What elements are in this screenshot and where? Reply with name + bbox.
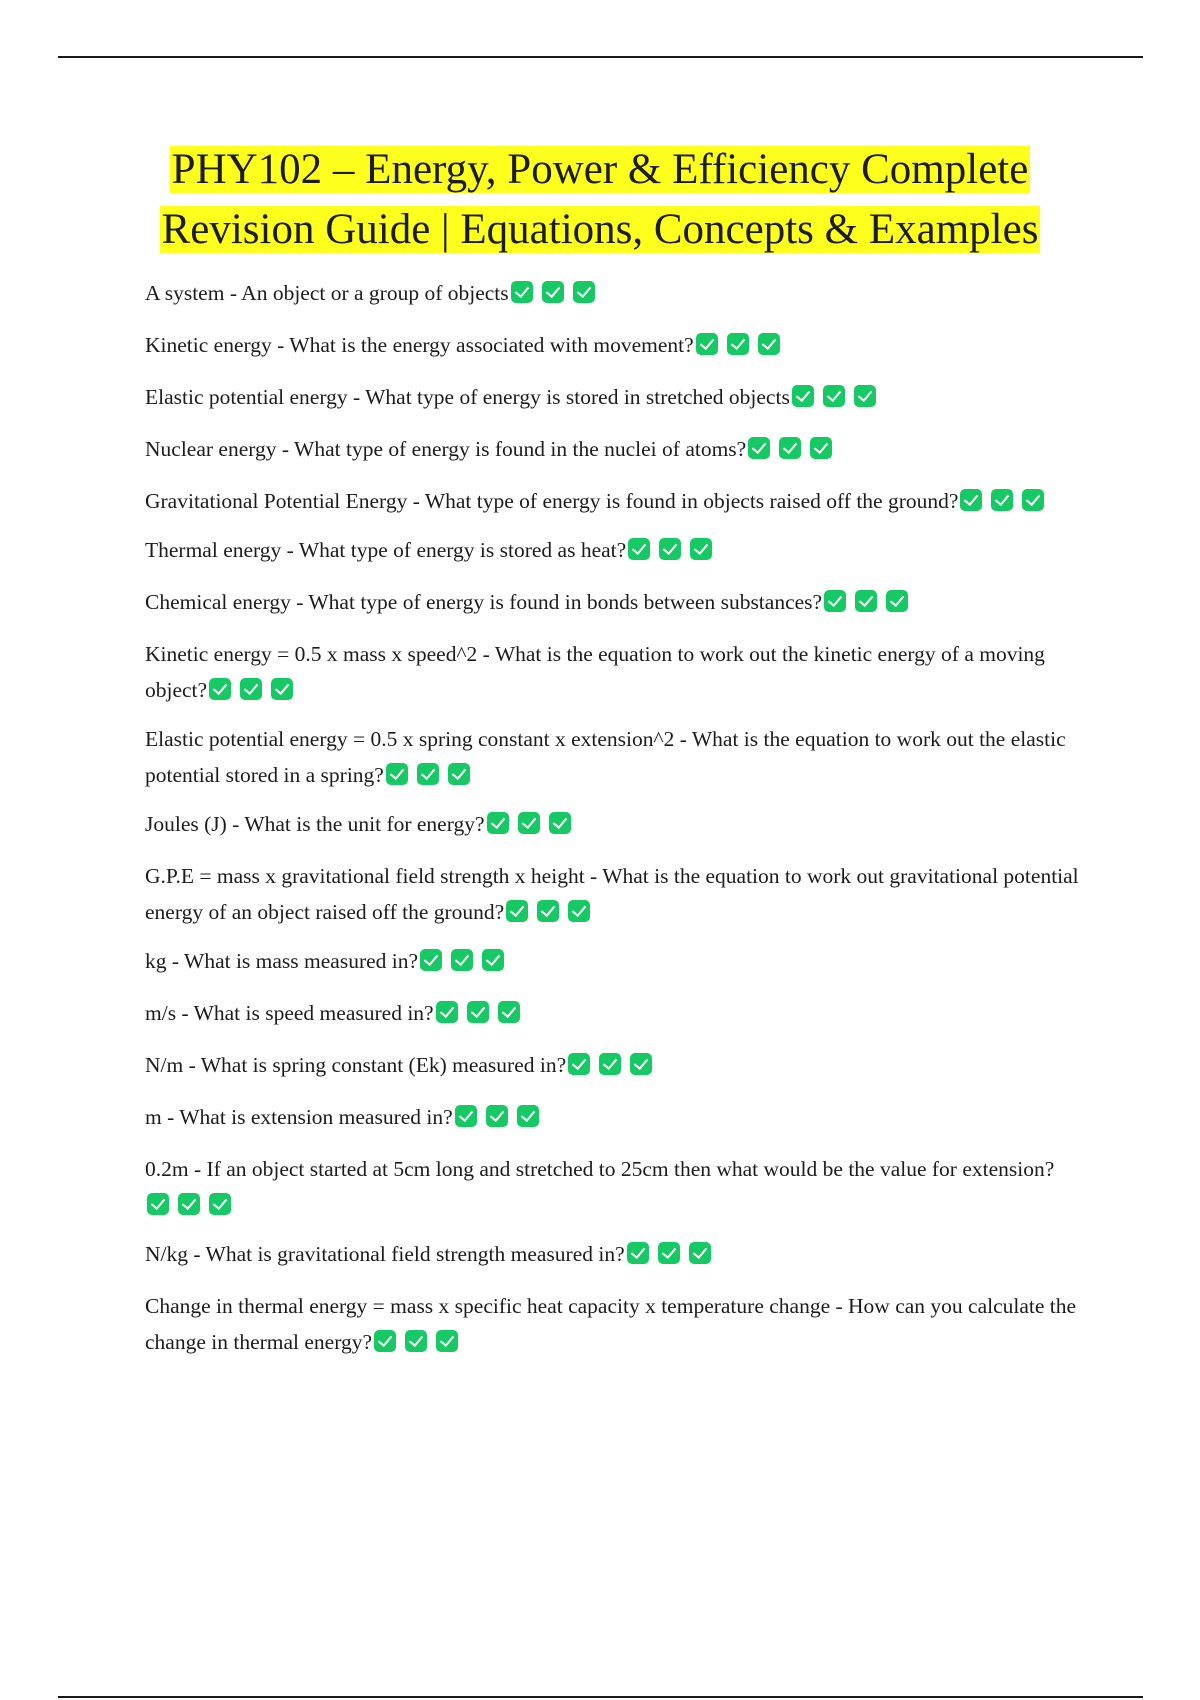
- check-icon: [779, 437, 801, 459]
- check-icon: [147, 1193, 169, 1215]
- qa-text: Change in thermal energy = mass x specific heat capacity x temperature change - How can you calculate the change in thermal energy?: [145, 1294, 1077, 1354]
- qa-item: [145, 327, 1085, 363]
- check-icon: [542, 281, 564, 303]
- qa-item: [145, 858, 1085, 930]
- check-icon: [810, 437, 832, 459]
- check-icon: [991, 489, 1013, 511]
- check-icon: [599, 1053, 621, 1075]
- check-icon: [482, 949, 504, 971]
- check-icons: [696, 333, 780, 355]
- check-icon: [690, 538, 712, 560]
- check-icon: [630, 1053, 652, 1075]
- qa-item: [145, 532, 1085, 568]
- check-icons: [628, 538, 712, 560]
- check-icon: [420, 949, 442, 971]
- top-rule: [58, 56, 1143, 58]
- check-icon: [209, 1193, 231, 1215]
- check-icon: [436, 1001, 458, 1023]
- qa-text: N/m - What is spring constant (Ek) measured in?: [145, 1053, 567, 1077]
- check-icons: [506, 900, 590, 922]
- check-icon: [209, 678, 231, 700]
- check-icon: [511, 281, 533, 303]
- qa-item: [145, 431, 1085, 467]
- qa-text: Elastic potential energy - What type of energy is stored in stretched objects: [145, 385, 790, 409]
- qa-item: [145, 995, 1085, 1031]
- check-icon: [451, 949, 473, 971]
- check-icons: [386, 763, 470, 785]
- qa-text: Elastic potential energy = 0.5 x spring constant x extension^2 - What is the equation to work out the elastic potential stored in a spring?: [145, 727, 1066, 787]
- title-line-2: Revision Guide | Equations, Concepts & Examples: [161, 206, 1039, 253]
- qa-text: Joules (J) - What is the unit for energy?: [145, 812, 485, 836]
- check-icons: [147, 1193, 231, 1215]
- check-icon: [448, 763, 470, 785]
- qa-item: [145, 636, 1085, 708]
- check-icon: [506, 900, 528, 922]
- check-icons: [455, 1105, 539, 1127]
- qa-list: [145, 275, 1085, 1373]
- check-icon: [658, 1242, 680, 1264]
- check-icon: [1022, 489, 1044, 511]
- check-icon: [727, 333, 749, 355]
- page-title: [60, 140, 1140, 260]
- check-icon: [455, 1105, 477, 1127]
- check-icon: [405, 1330, 427, 1352]
- qa-item: [145, 1099, 1085, 1135]
- check-icons: [792, 385, 876, 407]
- check-icon: [792, 385, 814, 407]
- check-icon: [386, 763, 408, 785]
- qa-item: [145, 721, 1085, 793]
- qa-item: [145, 806, 1085, 842]
- bottom-rule: [58, 1696, 1143, 1698]
- qa-text: G.P.E = mass x gravitational field strength x height - What is the equation to work out gravitational potential energy of an object raised off the ground?: [145, 864, 1079, 924]
- check-icon: [271, 678, 293, 700]
- qa-text: Kinetic energy - What is the energy associated with movement?: [145, 333, 694, 357]
- check-icon: [696, 333, 718, 355]
- qa-item: [145, 379, 1085, 415]
- check-icons: [209, 678, 293, 700]
- qa-item: [145, 943, 1085, 979]
- qa-text: Kinetic energy = 0.5 x mass x speed^2 - What is the equation to work out the kinetic energy of a moving object?: [145, 642, 1045, 702]
- check-icons: [420, 949, 504, 971]
- qa-item: [145, 584, 1085, 620]
- check-icon: [487, 812, 509, 834]
- qa-text: Thermal energy - What type of energy is stored as heat?: [145, 538, 627, 562]
- qa-item: [145, 1151, 1085, 1223]
- check-icons: [627, 1242, 711, 1264]
- check-icon: [467, 1001, 489, 1023]
- qa-text: Gravitational Potential Energy - What type of energy is found in objects raised off the ground?: [145, 489, 959, 513]
- check-icon: [854, 385, 876, 407]
- check-icon: [758, 333, 780, 355]
- check-icon: [568, 1053, 590, 1075]
- qa-item: [145, 483, 1085, 519]
- check-icons: [824, 590, 908, 612]
- check-icon: [689, 1242, 711, 1264]
- qa-text: N/kg - What is gravitational field strength measured in?: [145, 1242, 625, 1266]
- title-line-1: PHY102 – Energy, Power & Efficiency Complete: [171, 146, 1029, 193]
- qa-text: m - What is extension measured in?: [145, 1105, 453, 1129]
- check-icons: [960, 489, 1044, 511]
- check-icon: [823, 385, 845, 407]
- qa-item: [145, 1236, 1085, 1272]
- check-icon: [628, 538, 650, 560]
- check-icon: [537, 900, 559, 922]
- qa-text: kg - What is mass measured in?: [145, 949, 419, 973]
- check-icon: [486, 1105, 508, 1127]
- qa-text: A system - An object or a group of objects: [145, 281, 509, 305]
- qa-item: [145, 1047, 1085, 1083]
- check-icon: [517, 1105, 539, 1127]
- check-icon: [498, 1001, 520, 1023]
- qa-text: Chemical energy - What type of energy is found in bonds between substances?: [145, 590, 823, 614]
- check-icons: [568, 1053, 652, 1075]
- check-icons: [374, 1330, 458, 1352]
- check-icons: [436, 1001, 520, 1023]
- qa-text: m/s - What is speed measured in?: [145, 1001, 434, 1025]
- qa-item: [145, 1288, 1085, 1360]
- check-icon: [886, 590, 908, 612]
- check-icon: [549, 812, 571, 834]
- check-icon: [240, 678, 262, 700]
- check-icon: [417, 763, 439, 785]
- check-icons: [748, 437, 832, 459]
- check-icon: [748, 437, 770, 459]
- check-icon: [568, 900, 590, 922]
- check-icon: [518, 812, 540, 834]
- qa-item: [145, 275, 1085, 311]
- qa-text: Nuclear energy - What type of energy is found in the nuclei of atoms?: [145, 437, 747, 461]
- check-icon: [374, 1330, 396, 1352]
- check-icons: [511, 281, 595, 303]
- check-icon: [659, 538, 681, 560]
- check-icon: [436, 1330, 458, 1352]
- check-icon: [824, 590, 846, 612]
- check-icon: [960, 489, 982, 511]
- check-icons: [487, 812, 571, 834]
- check-icon: [627, 1242, 649, 1264]
- check-icon: [855, 590, 877, 612]
- qa-text: 0.2m - If an object started at 5cm long and stretched to 25cm then what would be the value for extension?: [145, 1157, 1055, 1181]
- check-icon: [178, 1193, 200, 1215]
- check-icon: [573, 281, 595, 303]
